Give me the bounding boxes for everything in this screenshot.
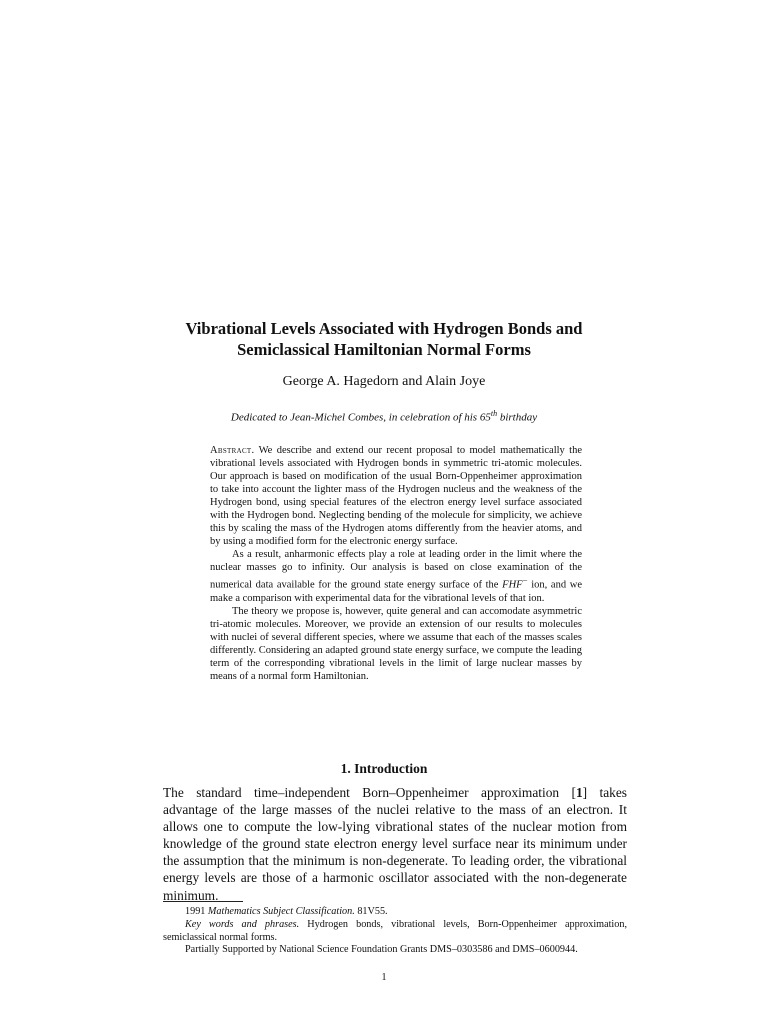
footnote-rule [163,901,243,902]
footnote-keywords [163,919,627,945]
citation-ref: 1 [575,785,583,800]
abstract-p1-text: We describe and extend our recent proposal to model mathematically the vibrational levels associated with Hydrogen bonds in symmetric tri-atomic molecules. Our approach is based on modification of the usual Born-Oppenheimer approximation to take into account the lighter mass of the Hydrogen nucleus and the weakness of the Hydrogen bond, using special features of the electron energy level surface associated with the Hydrogen bond. Neglecting bending of the molecule for simplicity, we achieve this by scaling the mass of the Hydrogen atoms differently from the heavier atoms, and by using a modified form for the electronic energy surface. [210,445,582,547]
abstract-paragraph-3: The theory we propose is, however, quite general and can accomodate asymmetric tri-atomic molecules. Moreover, we provide an extension of our results to molecules with nuclei of several different species, where we assume that each of the masses scales differently. Considering an adapted ground state energy surface, we compute the leading term of the corresponding vibrational levels in the limit of large nuclear masses by means of a normal form Hamiltonian. [210,605,582,682]
abstract-paragraph-1 [210,444,582,548]
msc-value: 81V55. [357,906,388,917]
authors: George A. Hagedorn and Alain Joye [282,374,486,389]
keywords-value: Hydrogen bonds, vibrational levels, Born-Oppenheimer approximation, semiclassical normal forms. [163,918,627,943]
footnote-support: Partially Supported by National Science Foundation Grants DMS–0303586 and DMS–0600944. [185,944,578,956]
section-heading: 1. Introduction [340,761,428,776]
page-number: 1 [381,972,387,983]
msc-year: 1991 [185,906,206,917]
abstract [210,444,582,683]
ion-charge: − [522,575,528,585]
dedication-text: Dedicated to Jean-Michel Combes, in celebration of his 65 [230,411,491,424]
msc-label: Mathematics Subject Classification. [207,906,355,917]
abstract-label: Abstract. [210,445,255,456]
intro-text-b: ] takes advantage of the large masses of the nuclei relative to the mass of an electron. It allows one to compute the low-lying vibrational states of the nuclear motion from knowledge of the ground state electron energy level surface near its minimum under the assumption that the minimum is non-degenerate. To leading order, the vibrational energy levels are those of a harmonic oscillator associated with the non-degenerate minimum. [163,785,627,903]
title-line-1: Vibrational Levels Associated with Hydrogen Bonds and [185,319,583,338]
abstract-p2-pre: As a result, anharmonic effects play a role at leading order in the limit where the nuclear masses go to infinity. Our analysis is based on close examination of the numerical data available for the ground state energy surface of the [210,549,582,591]
dedication-superscript: th [490,409,498,418]
abstract-p2-post: ion, and we make a comparison with experimental data for the vibrational levels of that ion. [210,579,582,604]
footnotes [163,906,627,957]
ion-formula: FHF [502,579,523,591]
paper-title [0,318,768,360]
keywords-label: Key words and phrases. [185,918,300,930]
title-line-2: Semiclassical Hamiltonian Normal Forms [237,340,531,359]
intro-text-a: The standard time–independent Born–Oppenheimer approximation [ [163,785,576,800]
introduction-paragraph [163,784,627,904]
abstract-paragraph-2 [210,548,582,605]
dedication [0,409,768,424]
dedication-end: birthday [497,411,538,424]
footnote-msc [163,906,627,919]
